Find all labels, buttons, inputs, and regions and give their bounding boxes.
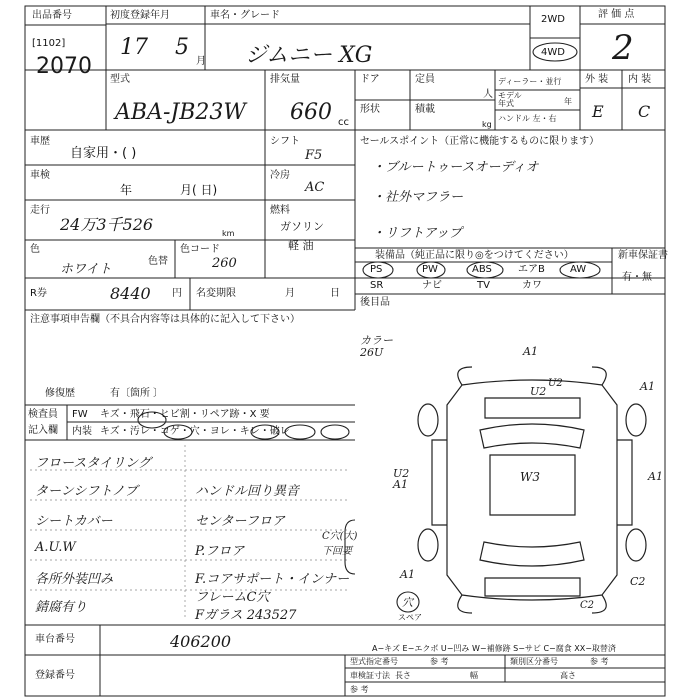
repair-label: 修復歴 [45, 388, 75, 399]
selling-points-label: セールスポイント（正常に機能するものに限ります） [360, 136, 600, 147]
chassis-value: 406200 [170, 632, 232, 651]
equip-navi: ナビ [422, 280, 442, 291]
car-name: ジムニー XG [245, 43, 373, 68]
selling-point-item: ・リフトアップ [372, 226, 462, 241]
load-label: 積載 [415, 104, 435, 115]
shift-value: F5 [305, 148, 323, 163]
recycle-unit: 円 [172, 288, 182, 299]
model-value: ABA-JB23W [115, 100, 246, 125]
equip-ps: PS [370, 264, 383, 275]
recycle-value: 8440 [110, 284, 151, 303]
notes-label: 注意事項申告欄（不具合内容等は具体的に記入して下さい） [30, 314, 300, 325]
first-reg-month-unit: 月 [196, 56, 206, 67]
equip-sr: SR [370, 280, 384, 291]
note-bracket: C穴(大) 下回要 [322, 531, 358, 557]
color-note: カラー 26U [360, 334, 393, 359]
lot-code: [1102] [32, 38, 66, 49]
model-label: 型式 [110, 74, 130, 85]
spec-label: 車検証寸法 [350, 671, 390, 680]
color-value: ホワイト [60, 262, 112, 277]
damage-legend: A−キズ E−エクボ U−凹み W−補修跡 S−サビ C−腐食 XX−取替済 [372, 644, 616, 653]
lot-number: 2070 [36, 54, 92, 79]
damage-mark: U2 A1 [393, 467, 410, 491]
inspector-row2: キズ・汚レ・コゲ・穴・ヨレ・キレ・破レ [100, 426, 290, 437]
interior-label: 内 装 [628, 74, 652, 85]
color-code-label: 色コード [180, 244, 220, 255]
car-diagram [418, 367, 646, 613]
equip-abs: ABS [472, 264, 492, 275]
type-sub: 参 考 [430, 657, 449, 666]
ac-value: AC [305, 180, 325, 195]
color-change-label: 色替 [148, 256, 168, 267]
equip-pw: PW [422, 264, 438, 275]
damage-mark: W3 [520, 470, 540, 484]
inspection-year: 年 [120, 183, 133, 197]
shift-label: シフト [270, 136, 300, 147]
color-label: 色 [30, 244, 40, 255]
dealer-label: ディーラー・並行 [498, 77, 562, 86]
ac-label: 冷房 [270, 170, 290, 181]
category-label: 類別区分番号 [510, 657, 558, 666]
equipment-label: 装備品（純正品に限り◎をつけてください） [375, 250, 574, 261]
damage-mark: A1 [523, 345, 538, 358]
exterior-label: 外 装 [585, 74, 609, 85]
selling-point-item: ・ブルートゥースオーディオ [372, 160, 539, 175]
equip-tv: TV [477, 280, 490, 291]
capacity-label: 定員 [415, 74, 435, 85]
inspector-row1: キズ・飛石・ヒビ割・リペア跡・X 要 [100, 409, 270, 420]
note-left: フロースタイリング [35, 456, 151, 471]
repair-value: 有〔箇所 〕 [110, 388, 164, 399]
note-right: P.フロア [195, 544, 245, 559]
note-left: 各所外装凹み [35, 572, 114, 587]
exterior-grade: E [592, 102, 604, 121]
mileage-unit: km [222, 229, 235, 238]
inspector-label-2: 記入欄 [28, 425, 58, 436]
inspector-label: 検査員 [28, 409, 58, 420]
equip-aw: AW [570, 264, 587, 275]
title-deadline-day: 日 [330, 288, 340, 299]
handle-label: ハンドル 左・右 [498, 114, 557, 123]
inspector-row1-prefix: FW [72, 409, 88, 420]
note-left: シートカバー [35, 514, 113, 529]
length-label: 長さ [395, 671, 411, 680]
equip-airbag: エアB [518, 264, 545, 275]
damage-mark: A1 [648, 470, 663, 483]
damage-mark: A1 [640, 380, 655, 393]
note-left: A.U.W [35, 540, 76, 555]
note-left: ターンシフトノブ [35, 484, 138, 499]
spare-label: スペア [398, 613, 422, 622]
note-right: ハンドル回り異音 [195, 484, 300, 499]
doors-label: ドア [360, 74, 380, 85]
fuel-diesel: 軽 油 [288, 239, 314, 252]
recycle-label: R券 [30, 288, 47, 299]
note-left: 錆腐有り [35, 600, 88, 615]
equip-leather: カワ [522, 280, 542, 291]
interior-grade: C [638, 102, 651, 121]
reg-label: 登録番号 [35, 670, 75, 681]
fuel-gas: ガソリン [280, 220, 324, 233]
note-right: フレームC穴 [195, 590, 270, 605]
warranty-value: 有・無 [622, 272, 652, 283]
drive-2wd: 2WD [541, 14, 565, 25]
displacement-unit: cc [338, 117, 349, 128]
warranty-label: 新車保証書 [618, 250, 668, 261]
mileage-label: 走行 [30, 205, 50, 216]
inspector-row2-prefix: 内装 [72, 426, 92, 437]
shape-label: 形状 [360, 104, 380, 115]
chassis-label: 車台番号 [35, 634, 75, 645]
inspection-month: 月( 日) [180, 183, 218, 197]
spec-sub: 参 考 [350, 685, 369, 694]
load-unit: kg [482, 120, 492, 129]
model-year-label: モデル 年式 [498, 91, 522, 108]
first-reg-label: 初度登録年月 [110, 10, 170, 21]
car-name-label: 車名・グレード [210, 10, 280, 21]
fuel-label: 燃料 [270, 205, 290, 216]
score-label: 評 価 点 [598, 9, 635, 20]
spare-mark: 穴 [402, 596, 413, 609]
mileage-value: 24万3千526 [60, 215, 154, 234]
note-right: センターフロア [195, 514, 285, 529]
drive-4wd: 4WD [541, 47, 565, 58]
score-value: 2 [612, 28, 634, 68]
capacity-unit: 人 [483, 89, 493, 100]
width-label: 幅 [470, 671, 478, 680]
displacement-value: 660 [290, 100, 332, 125]
rear-seat-label: 後目品 [360, 297, 390, 308]
category-sub: 参 考 [590, 657, 609, 666]
displacement-label: 排気量 [270, 74, 300, 85]
damage-mark: A1 [400, 568, 415, 581]
damage-mark: U2 [548, 378, 563, 389]
year-unit: 年 [564, 97, 572, 106]
damage-mark: C2 [580, 600, 595, 611]
note-right: F.コアサポート・インナー [195, 572, 350, 587]
damage-mark: U2 [530, 385, 547, 398]
history-value: 自家用・( ) [70, 146, 137, 161]
note-right: Fガラス 243527 [195, 608, 297, 623]
height-label: 高さ [560, 671, 576, 680]
type-label: 型式指定番号 [350, 657, 398, 666]
first-reg-month: 5 [175, 35, 189, 60]
inspection-label: 車検 [30, 170, 50, 181]
history-label: 車歴 [30, 136, 50, 147]
color-code-value: 260 [212, 256, 237, 271]
title-deadline-month: 月 [285, 288, 295, 299]
lot-label: 出品番号 [32, 10, 72, 21]
selling-point-item: ・社外マフラー [372, 190, 464, 205]
title-deadline-label: 名変期限 [196, 288, 236, 299]
damage-mark: C2 [630, 575, 646, 588]
first-reg-year: 17 [120, 35, 148, 60]
